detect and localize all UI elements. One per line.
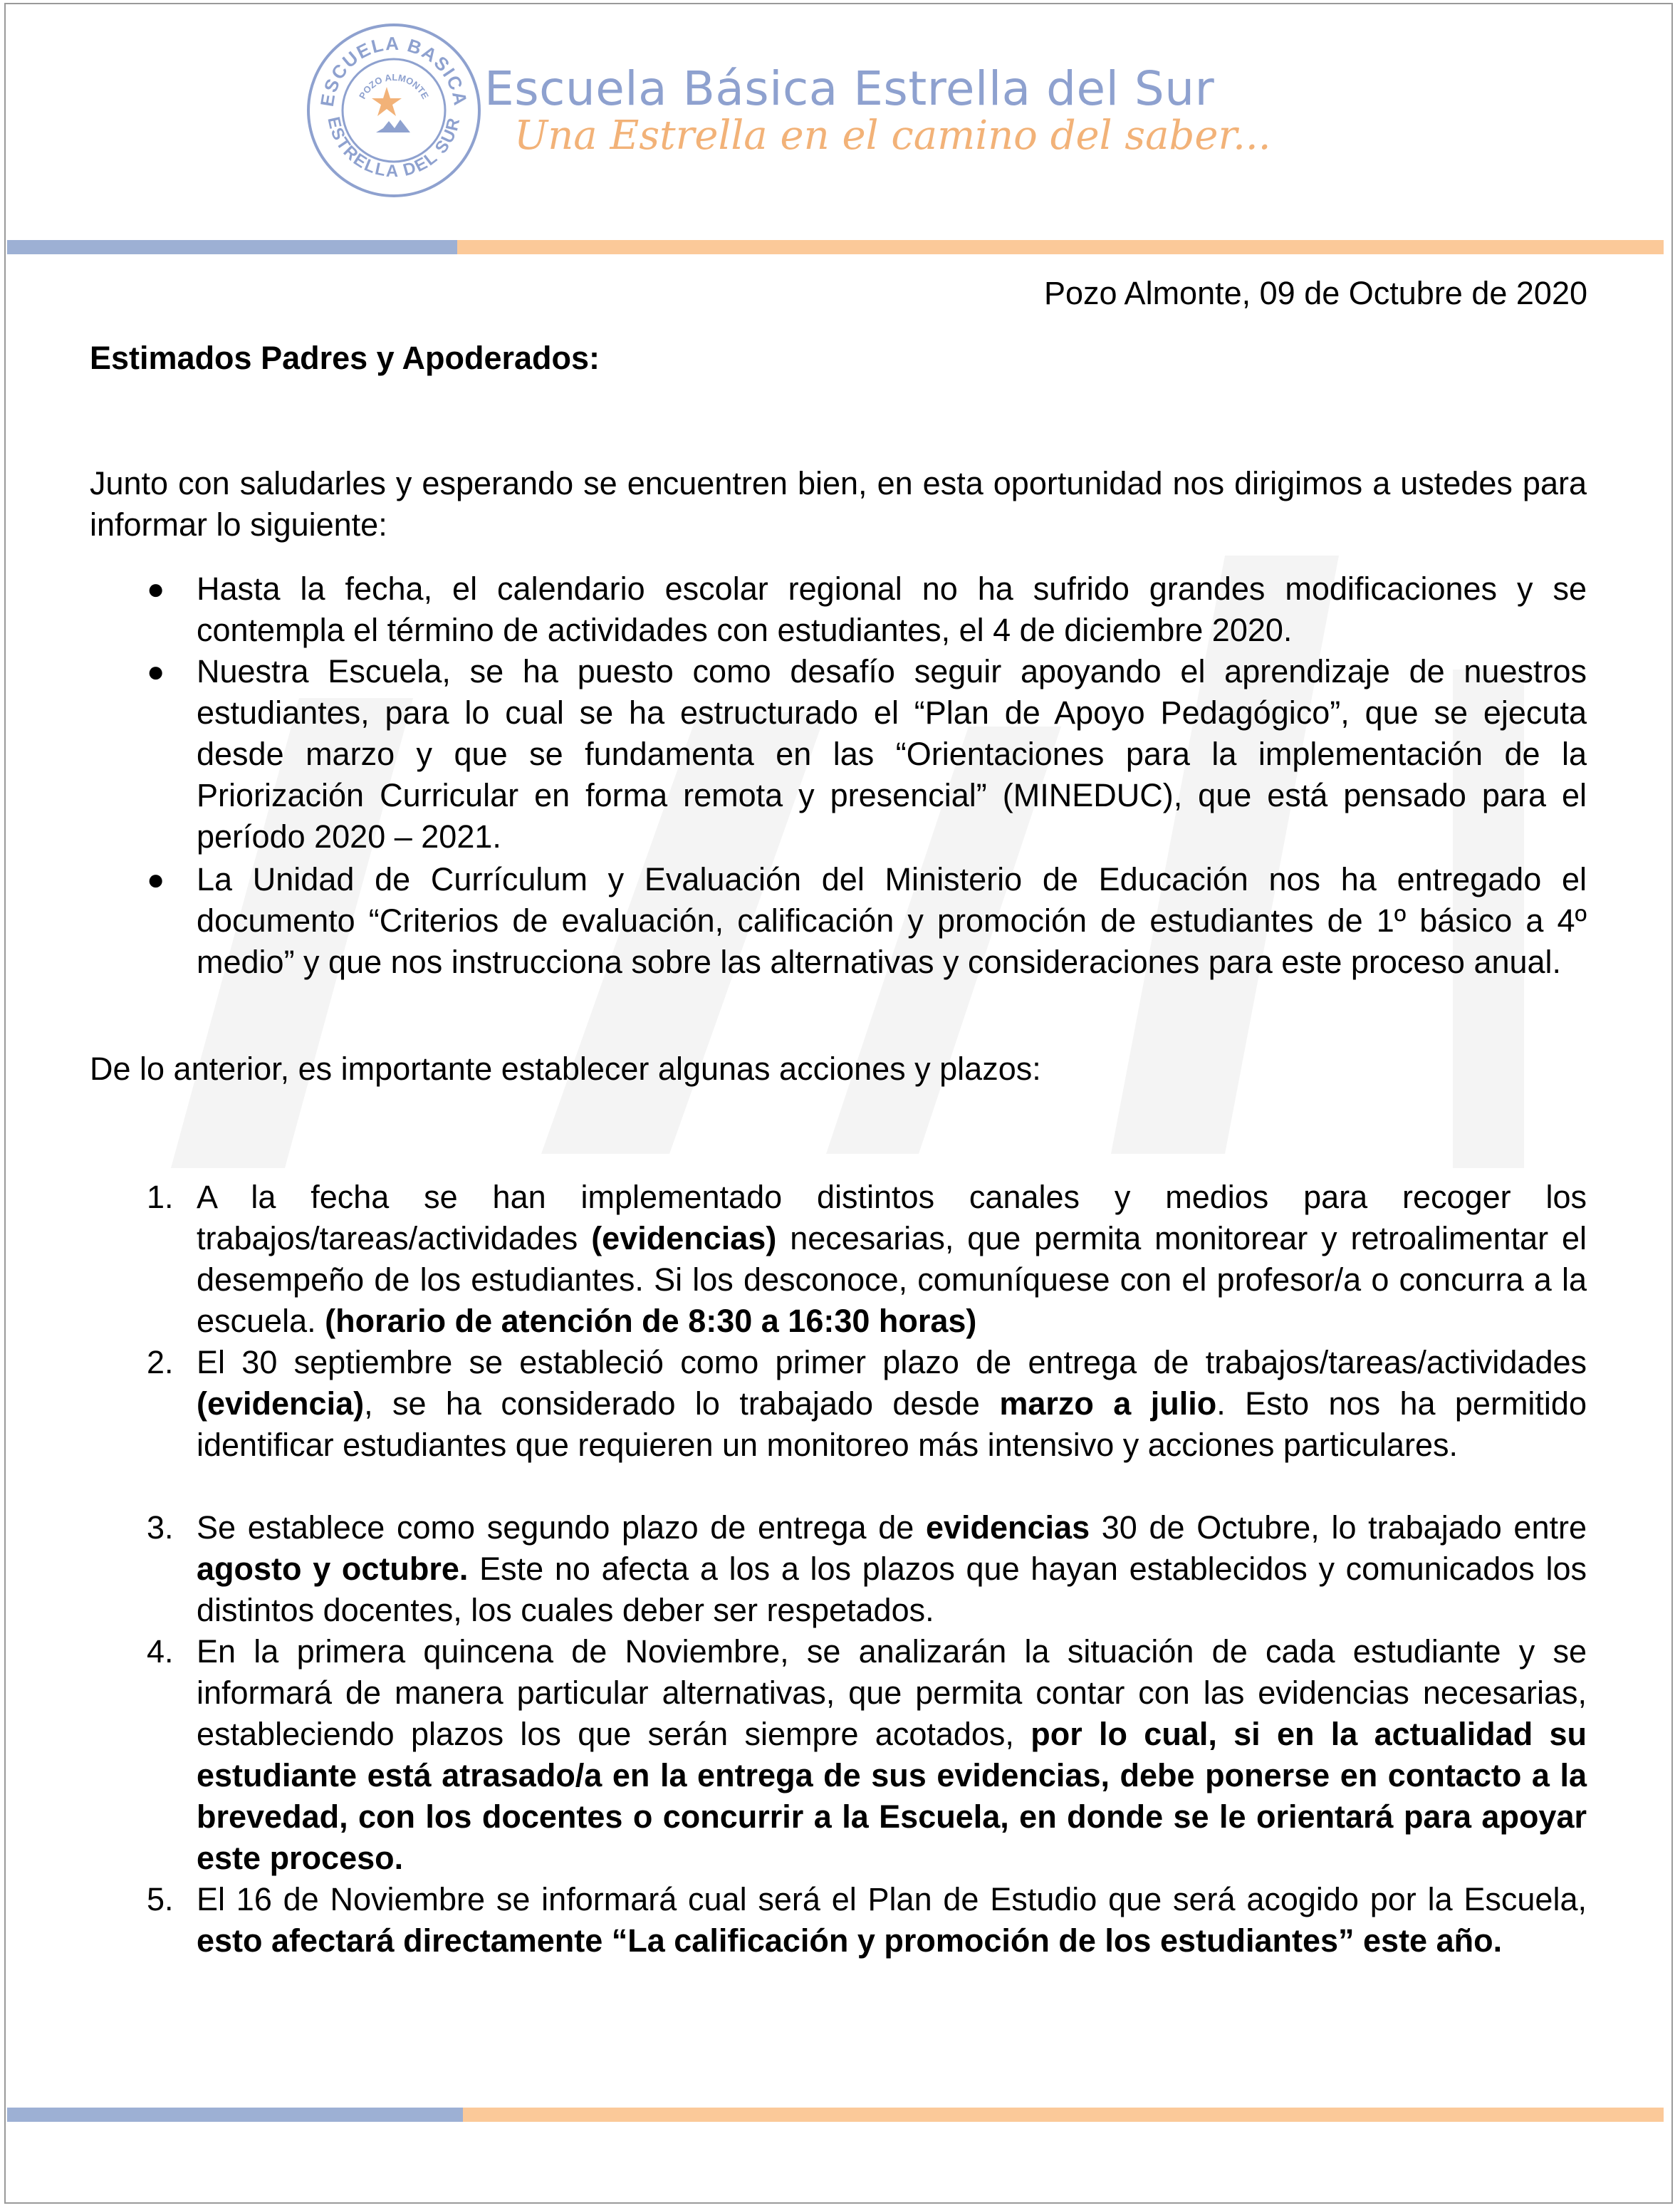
numbered-item xyxy=(90,1342,1587,1466)
item-number: 2. xyxy=(147,1344,174,1380)
item-text: En la primera quincena de Noviembre, se analizarán la situación de cada estudiante y se informará de manera particular alternativas, que permita contar con las evidencias necesarias, estableciendo plazos los que serán siempre acotados, xyxy=(197,1633,1587,1752)
item-text: El 16 de Noviembre se informará cual será el Plan de Estudio que será acogido por la Escuela, xyxy=(197,1881,1587,1917)
letter-date: Pozo Almonte, 09 de Octubre de 2020 xyxy=(1043,275,1587,311)
item-bold-text: esto afectará directamente “La calificación y promoción de los estudiantes” este año. xyxy=(197,1922,1503,1959)
item-text: , se ha considerado lo trabajado desde xyxy=(364,1385,1000,1422)
svg-text:POZO ALMONTE xyxy=(357,72,431,101)
item-text: A la fecha se han implementado distintos canales y medios para recoger los trabajos/tareas/actividades xyxy=(197,1179,1587,1256)
seal-top-text: ESCUELA BASICA xyxy=(315,32,472,108)
school-seal-logo xyxy=(305,21,483,199)
seal-landscape-icon xyxy=(376,120,410,132)
item-text: necesarias, que permita monitorear y retroalimentar el desempeño de los estudiantes. Si los desconoce, comuníquese con el profesor/a o concurra a la escuela. xyxy=(197,1220,1587,1339)
numbered-item xyxy=(90,1879,1587,1962)
seal-bottom-text: ESTRELLA DEL SUR xyxy=(323,115,464,182)
header-band-blue xyxy=(7,240,457,254)
item-bold-text: (horario de atención de 8:30 a 16:30 horas) xyxy=(325,1303,977,1339)
item-text: El 30 septiembre se estableció como primer plazo de entrega de trabajos/tareas/actividades xyxy=(197,1344,1587,1380)
bullet-icon: ● xyxy=(147,572,165,605)
item-bold-text: agosto y octubre. xyxy=(197,1551,469,1587)
item-bold-text: evidencias xyxy=(925,1509,1090,1546)
letter-greeting: Estimados Padres y Apoderados: xyxy=(90,340,600,376)
bullet-item xyxy=(90,651,1587,858)
numbered-item xyxy=(90,1631,1587,1879)
letter-intro: Junto con saludarles y esperando se encuentren bien, en esta oportunidad nos dirigimos a ustedes para informar lo siguiente: xyxy=(90,465,1587,543)
bullet-text: Hasta la fecha, el calendario escolar regional no ha sufrido grandes modificaciones y se contempla el término de actividades con estudiantes, el 4 de diciembre 2020. xyxy=(197,571,1587,648)
header-band-orange xyxy=(457,240,1664,254)
item-text: Este no afecta a los a los plazos que hayan establecidos y comunicados los distintos docentes, los cuales deber ser respetados. xyxy=(197,1551,1587,1628)
item-bold-text: (evidencias) xyxy=(591,1220,777,1256)
item-bold-text: (evidencia) xyxy=(197,1385,365,1422)
numbered-item xyxy=(90,1177,1587,1342)
item-number: 1. xyxy=(147,1179,174,1215)
actions-intro: De lo anterior, es importante establecer algunas acciones y plazos: xyxy=(90,1051,1041,1087)
bullet-icon: ● xyxy=(147,655,165,688)
item-text: . Esto nos ha permitido identificar estudiantes que requieren un monitoreo más intensivo y acciones particulares. xyxy=(197,1385,1587,1463)
bullet-icon: ● xyxy=(147,863,165,896)
item-text: Se establece como segundo plazo de entrega de xyxy=(197,1509,926,1546)
school-name: Escuela Básica Estrella del Sur xyxy=(484,61,1215,116)
star-icon xyxy=(372,87,402,116)
item-number: 3. xyxy=(147,1509,174,1546)
bullet-item xyxy=(90,568,1587,651)
item-number: 5. xyxy=(147,1881,174,1917)
item-number: 4. xyxy=(147,1633,174,1670)
item-bold-text: marzo a julio xyxy=(999,1385,1217,1422)
seal-center-text: POZO ALMONTE xyxy=(357,71,431,101)
item-text: 30 de Octubre, lo trabajado entre xyxy=(1090,1509,1587,1546)
numbered-item xyxy=(90,1507,1587,1631)
bullet-text: Nuestra Escuela, se ha puesto como desafío seguir apoyando el aprendizaje de nuestros estudiantes, para lo cual se ha estructurado el “Plan de Apoyo Pedagógico”, que se ejecuta desde marzo y que se fundamenta en las “Orientaciones para la implementación de la Priorización Curricular en forma remota y presencial” (MINEDUC), que está pensado para el período 2020 – 2021. xyxy=(197,653,1587,855)
item-bold-text: por lo cual, si en la actualidad su estudiante está atrasado/a en la entrega de sus evidencias, debe ponerse en contacto a la brevedad, con los docentes o concurrir a la Escuela, en donde se le orientará para apoyar este proceso. xyxy=(197,1716,1587,1876)
bullet-text: La Unidad de Currículum y Evaluación del Ministerio de Educación nos ha entregado el documento “Criterios de evaluación, calificación y promoción de estudiantes de 1º básico a 4º medio” y que nos instrucciona sobre las alternativas y consideraciones para este proceso anual. xyxy=(197,861,1587,980)
bullet-item xyxy=(90,859,1587,983)
footer-band-blue xyxy=(7,2108,463,2122)
footer-band-orange xyxy=(463,2108,1664,2122)
school-tagline: Una Estrella en el camino del saber... xyxy=(514,113,1271,159)
